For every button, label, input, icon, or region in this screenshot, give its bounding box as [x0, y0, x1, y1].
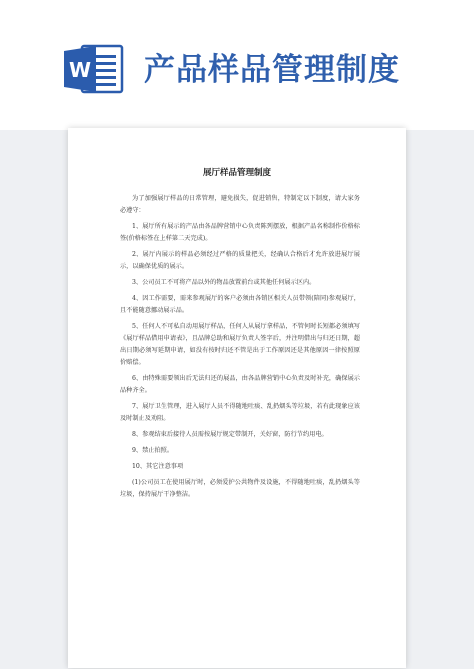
- logo-letter: W: [68, 58, 92, 82]
- paragraph-item-10: 10、其它注意事项: [132, 463, 184, 470]
- document-page: [68, 128, 406, 668]
- paragraph-item-8: 8、参观结束后接待人员需按展厅规定带制开，关好窗，防行节约用电。: [132, 431, 328, 438]
- document-title: 展厅样品管理制度: [202, 168, 271, 178]
- word-document-icon: [62, 44, 124, 94]
- paragraph-item-1: 1、展厅所有展示的产品由各品牌营销中心负责陈列摆放，根据产品名称制作价格标签(价格标签在上样第二天完成)。: [120, 223, 360, 242]
- paragraph-item-4: 4、因工作需要，需来参观展厅的客户必须由各销区相关人员带领(陪同)参观展厅，且不能随意挪动展示品。: [120, 295, 360, 314]
- paragraph-item-6: 6、由特殊需要领出后无法归还的展品，由各品牌营销中心负责及时补充，确保展示品种齐全。: [120, 375, 360, 394]
- paragraph-item-10-1: (1)公司员工在使用展厅时，必须爱护公共物件及设施，不得随地吐痰，乱扔烟头等垃圾，保持展厅干净整洁。: [120, 479, 360, 498]
- banner: [0, 0, 474, 130]
- paragraph-item-3: 3、公司员工不可将产品以外的物品放置前台或其他任何展示区内。: [132, 279, 316, 286]
- paragraph-intro: 为了加强展厅样品的日常管理，避免损失，促进销售，特制定以下制度，请大家务必遵守：: [120, 195, 360, 214]
- paragraph-item-9: 9、禁止拍照。: [132, 447, 174, 454]
- paragraph-item-5: 5、任何人不可私自动用展厅样品，任何人从展厅拿样品，不管何时长短都必须填写《展厅样品借用申请表》，且品牌总助和展厅负责人签字后，并注明借出与归还日期，超出日期必须写延期申请，如没有按时归还不管是出于工作原因还是其他原因一律按照原价赔偿。: [120, 323, 360, 366]
- document-body: [120, 193, 360, 505]
- paragraph-item-7: 7、展厅卫生管理，进入展厅人员不得随地吐痰、乱扔烟头等垃圾，若有此现象应该及时制止及劝阻。: [120, 403, 360, 422]
- paragraph-item-2: 2、展厅内展示的样品必须经过严格的质量把关，经确认合格后才允许放进展厅展示，以确保优质的展示。: [120, 251, 360, 270]
- page-headline: 产品样品管理制度: [144, 52, 400, 88]
